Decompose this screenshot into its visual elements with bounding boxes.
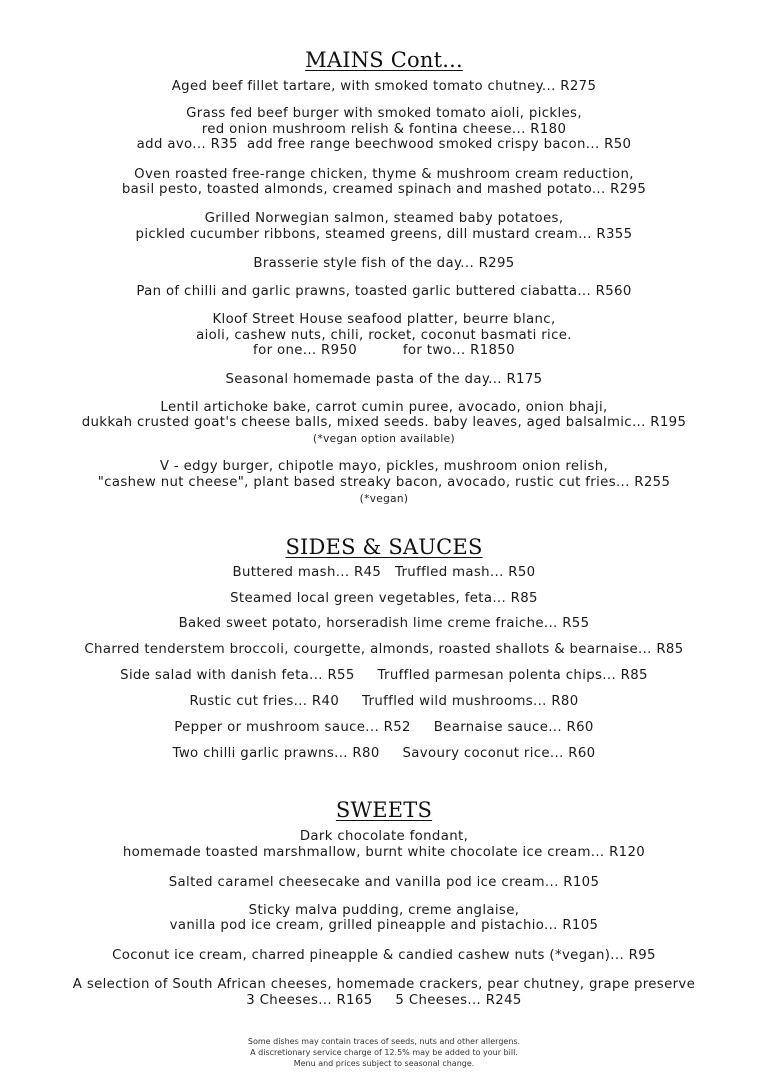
menu-item-line: Rustic cut fries... R40 Truffled wild mushrooms... R80	[189, 694, 579, 709]
menu-item-line: Coconut ice cream, charred pineapple & candied cashew nuts (*vegan)... R95	[112, 948, 656, 963]
menu-item-line: V - edgy burger, chipotle mayo, pickles, mushroom onion relish,	[159, 459, 609, 474]
menu-item-line: Pepper or mushroom sauce... R52 Bearnaise sauce... R60	[174, 720, 594, 735]
menu-item-line: Oven roasted free-range chicken, thyme & mushroom cream reduction,	[134, 167, 634, 182]
menu-item-line: Aged beef fillet tartare, with smoked tomato chutney... R275	[171, 79, 597, 94]
dietary-note: (*vegan)	[359, 493, 409, 505]
allergen-notice: Some dishes may contain traces of seeds, nuts and other allergens.	[247, 1037, 521, 1046]
menu-item-line: Kloof Street House seafood platter, beurre blanc,	[212, 312, 556, 327]
menu-item-line: Grass fed beef burger with smoked tomato aioli, pickles,	[186, 106, 582, 121]
menu-item-line: Side salad with danish feta... R55 Truffled parmesan polenta chips... R85	[120, 668, 648, 683]
dietary-note: (*vegan option available)	[313, 433, 455, 445]
menu-item-line: for one... R950 for two... R1850	[253, 343, 515, 358]
menu-item-line: Charred tenderstem broccoli, courgette, almonds, roasted shallots & bearnaise... R85	[84, 642, 684, 657]
menu-item-line: Two chilli garlic prawns... R80 Savoury coconut rice... R60	[172, 746, 596, 761]
menu-item-line: Dark chocolate fondant,	[299, 829, 469, 844]
menu-item-line: Salted caramel cheesecake and vanilla pod ice cream... R105	[168, 875, 600, 890]
menu-item-line: Buttered mash... R45 Truffled mash... R50	[232, 565, 536, 580]
service-charge-notice: A discretionary service charge of 12.5% may be added to your bill.	[250, 1048, 518, 1057]
menu-item-line: Baked sweet potato, horseradish lime creme fraiche... R55	[178, 616, 590, 631]
menu-item-line: Sticky malva pudding, creme anglaise,	[248, 903, 520, 918]
menu-item-line: "cashew nut cheese", plant based streaky bacon, avocado, rustic cut fries... R255	[97, 475, 671, 490]
menu-item-line: aioli, cashew nuts, chili, rocket, coconut basmati rice.	[196, 328, 572, 343]
menu-item-line: red onion mushroom relish & fontina cheese... R180	[201, 122, 567, 137]
mains-heading: MAINS Cont...	[305, 48, 463, 72]
sweets-heading: SWEETS	[335, 798, 433, 822]
menu-item-line: 3 Cheeses... R165 5 Cheeses... R245	[246, 993, 522, 1008]
sides-heading: SIDES & SAUCES	[285, 535, 483, 559]
menu-item-line: add avo... R35 add free range beechwood smoked crispy bacon... R50	[136, 137, 632, 152]
menu-item-line: vanilla pod ice cream, grilled pineapple and pistachio... R105	[169, 918, 599, 933]
menu-item-line: dukkah crusted goat's cheese balls, mixed seeds. baby leaves, aged balsalmic... R195	[81, 415, 687, 430]
menu-item-line: Seasonal homemade pasta of the day... R175	[225, 372, 543, 387]
menu-item-line: pickled cucumber ribbons, steamed greens, dill mustard cream... R355	[135, 227, 633, 242]
menu-item-line: A selection of South African cheeses, homemade crackers, pear chutney, grape preserve	[72, 977, 696, 992]
menu-item-line: basil pesto, toasted almonds, creamed spinach and mashed potato... R295	[121, 182, 647, 197]
menu-item-line: Lentil artichoke bake, carrot cumin puree, avocado, onion bhaji,	[160, 400, 608, 415]
menu-item-line: Pan of chilli and garlic prawns, toasted garlic buttered ciabatta... R560	[136, 284, 632, 299]
menu-item-line: Grilled Norwegian salmon, steamed baby potatoes,	[204, 211, 564, 226]
menu-item-line: homemade toasted marshmallow, burnt white chocolate ice cream... R120	[122, 845, 646, 860]
menu-item-line: Brasserie style fish of the day... R295	[253, 256, 515, 271]
seasonal-change-notice: Menu and prices subject to seasonal change.	[293, 1059, 475, 1068]
menu-item-line: Steamed local green vegetables, feta... R85	[230, 591, 538, 606]
